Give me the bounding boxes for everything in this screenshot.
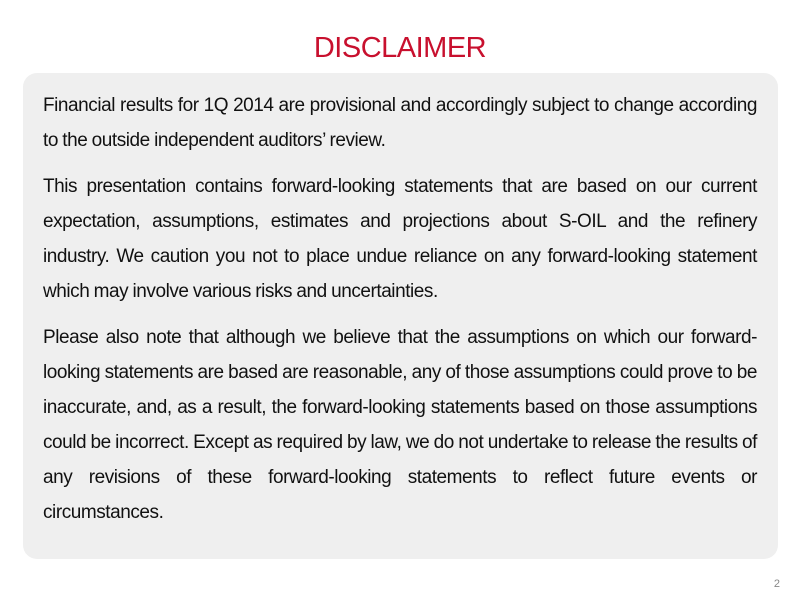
- paragraph-assumptions: Please also note that although we believe that the assumptions on which our forward-looking statements are based are reasonable, any of those assumptions could prove to be inaccurate, and, as a result, the forward-looking statements based on those assumptions could be incorrect. Except as required by law, we do not undertake to release the results of any revisions of these forward-looking statements to reflect future events or circumstances.: [43, 327, 757, 523]
- disclaimer-text-box: [23, 73, 778, 559]
- page-title: DISCLAIMER: [313, 32, 487, 64]
- paragraph-forward-looking: This presentation contains forward-looking statements that are based on our current expectation, assumptions, estimates and projections about S-OIL and the refinery industry. We caution you not to place undue reliance on any forward-looking statement which may involve various risks and uncertainties.: [43, 176, 757, 302]
- page-number: 2: [773, 578, 780, 590]
- paragraph-provisional-results: Financial results for 1Q 2014 are provisional and accordingly subject to change according to the outside independent auditors’ review.: [43, 95, 757, 151]
